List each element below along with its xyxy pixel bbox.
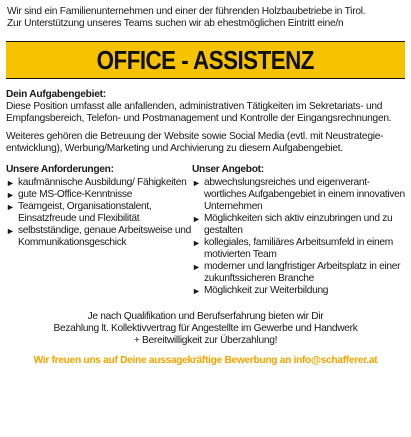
list-item: ► selbstständige, genaue Arbeitsweise und Kommunikationsgeschick — [6, 225, 191, 248]
list-item: ► Teamgeist, Organisationstalent, Einsatzfreude und Flexibilität — [6, 201, 152, 224]
anforderungen-column — [6, 164, 192, 297]
angebot-heading: Unser Angebot: — [192, 164, 264, 175]
salary-statement — [6, 311, 405, 347]
aufgaben-paragraph-1: Diese Position umfasst alle anfallenden, administrativen Tätigkeiten im Sekretariats- und Empfangsbereich, Telefon- und Postmanagement und Kontrolle der Eingangsrechnungen. — [6, 101, 392, 124]
bullet-arrow-icon: ► — [6, 178, 15, 188]
anforderungen-heading: Unsere Anforderungen: — [6, 164, 114, 175]
aufgaben-heading: Dein Aufgabengebiet: — [6, 89, 106, 100]
list-item: ► kaufmännische Ausbildung/ Fähigkeiten — [6, 177, 187, 188]
intro-line-2: Zur Unterstützung unseres Teams suchen wir ab ehestmöglichen Eintritt eine/n — [7, 18, 344, 29]
closing-line-1: Je nach Qualifikation und Berufserfahrung bieten wir Dir — [87, 311, 324, 322]
bullet-arrow-icon: ► — [6, 202, 15, 212]
angebot-column — [192, 164, 405, 297]
list-item: ► kollegiales, familiäres Arbeitsumfeld in einem motivierten Team — [192, 237, 393, 260]
angebot-list — [192, 177, 405, 297]
intro-text — [7, 6, 405, 30]
bullet-arrow-icon: ► — [6, 226, 15, 236]
list-item: ► gute MS-Office-Kenntnisse — [6, 189, 133, 200]
job-title: OFFICE - ASSISTENZ — [96, 44, 315, 75]
bullet-arrow-icon: ► — [192, 178, 201, 188]
bullet-arrow-icon: ► — [192, 262, 201, 272]
closing-line-3: + Bereitwilligkeit zur Überzahlung! — [133, 335, 278, 346]
list-item: ► Möglichkeit zur Weiterbildung — [192, 285, 329, 296]
aufgaben-paragraph-2: Weiteres gehören die Betreuung der Website sowie Social Media (evtl. mit Neustrategie-entwicklung), Werbung/Marketing und Archivierung zu diesem Aufgabengebiet. — [6, 131, 384, 154]
title-band — [6, 41, 405, 79]
anforderungen-list — [6, 177, 192, 249]
closing-line-2: Bezahlung lt. Kollektivvertrag für Angestellte im Gewerbe und Handwerk — [53, 323, 358, 334]
bullet-arrow-icon: ► — [192, 238, 201, 248]
list-item: ► moderner und langfristiger Arbeitsplatz in einer zukunftssicheren Branche — [192, 261, 401, 284]
intro-line-1: Wir sind ein Familienunternehmen und einer der führenden Holzbaubetriebe in Tirol. — [7, 6, 366, 17]
bullet-arrow-icon: ► — [192, 286, 201, 296]
list-item: ► Möglichkeiten sich aktiv einzubringen und zu gestalten — [192, 213, 393, 236]
application-call-to-action: Wir freuen uns auf Deine aussagekräftige Bewerbung an info@schafferer.at — [33, 355, 378, 366]
bullet-arrow-icon: ► — [192, 214, 201, 224]
requirements-offer-columns — [6, 164, 405, 297]
aufgaben-section — [6, 89, 405, 155]
list-item: ► abwechslungsreiches und eigenverant-wortliches Aufgabengebiet in einem innovativen Unternehmen — [192, 177, 405, 212]
bullet-arrow-icon: ► — [6, 190, 15, 200]
